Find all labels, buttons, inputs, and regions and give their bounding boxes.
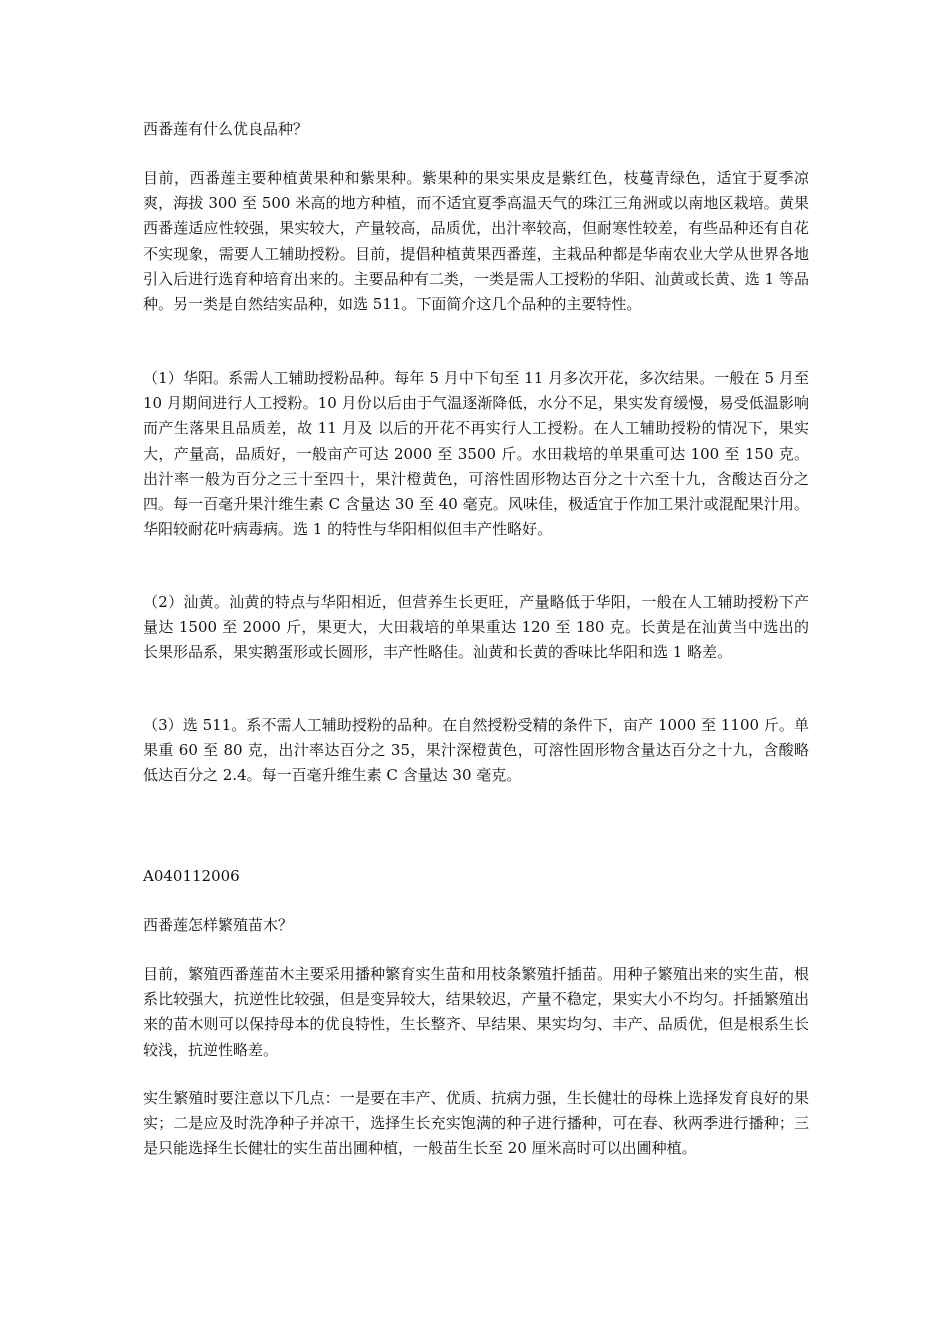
paragraph-seedling-notes: 实生繁殖时要注意以下几点：一是要在丰产、优质、抗病力强，生长健壮的母株上选择发育良好的果实；二是应及时洗净种子并凉干，选择生长充实饱满的种子进行播种，可在春、秋两季进行播种；三是只能选择生长健壮的实生苗出圃种植，一般苗生长至 20 厘米高时可以出圃种植。 <box>143 1089 809 1158</box>
section-title-varieties: 西番莲有什么优良品种？ <box>143 120 309 138</box>
section-title-propagation: 西番莲怎样繁殖苗木？ <box>143 916 294 934</box>
document-code: A040112006 <box>143 867 240 885</box>
paragraph-overview: 目前，西番莲主要种植黄果种和紫果种。紫果种的果实果皮是紫红色，枝蔓青绿色，适宜于夏季凉爽，海拔 300 至 500 米高的地方种植，而不适宜夏季高温天气的珠江三角洲或以南地区栽培。黄果西番莲适应性较强，果实较大，产量较高，品质优，出汁率较高，但耐寒性较差，有些品种还有自花不实现象，需要人工辅助授粉。目前，提倡种植黄果西番莲，主栽品种都是华南农业大学从世界各地引入后进行选育种培育出来的。主要品种有二类，一类是需人工授粉的华阳、汕黄或长黄、选 1 等品种。另一类是自然结实品种，如选 511。下面简介这几个品种的主要特性。 <box>143 169 809 314</box>
paragraph-huayang: （1）华阳。系需人工辅助授粉品种。每年 5 月中下旬至 11 月多次开花，多次结果。一般在 5 月至 10 月期间进行人工授粉。10 月份以后由于气温逐渐降低，水分不足，果实发育缓慢，易受低温影响而产生落果且品质差，故 11 月及 以后的开花不再实行人工授粉。在人工辅助授粉的情况下，果实大，产量高，品质好，一般亩产可达 2000 至 3500 斤。水田栽培的单果重可达 100 至 150 克。出汁率一般为百分之三十至四十，果汁橙黄色，可溶性固形物达百分之十六至十九，含酸达百分之四。每一百毫升果汁维生素 C 含量达 30 至 40 毫克。风味佳，极适宜于作加工果汁或混配果汁用。华阳较耐花叶病毒病。选 1 的特性与华阳相似但丰产性略好。 <box>143 369 809 539</box>
paragraph-shanhuang: （2）汕黄。汕黄的特点与华阳相近，但营养生长更旺，产量略低于华阳，一般在人工辅助授粉下产量达 1500 至 2000 斤，果更大，大田栽培的单果重达 120 至 180 克。长黄是在汕黄当中选出的长果形品系，果实鹅蛋形或长圆形，丰产性略佳。汕黄和长黄的香味比华阳和选 1 略差。 <box>143 593 809 662</box>
paragraph-xuan-511: （3）选 511。系不需人工辅助授粉的品种。在自然授粉受精的条件下，亩产 1000 至 1100 斤。单果重 60 至 80 克，出汁率达百分之 35，果汁深橙黄色，可溶性固形物含量达百分之十九，含酸略低达百分之 2.4。每一百毫升维生素 C 含量达 30 毫克。 <box>143 716 809 785</box>
paragraph-propagation-methods: 目前，繁殖西番莲苗木主要采用播种繁育实生苗和用枝条繁殖扦插苗。用种子繁殖出来的实生苗，根系比较强大，抗逆性比较强，但是变异较大，结果较迟，产量不稳定，果实大小不均匀。扦插繁殖出来的苗木则可以保持母本的优良特性，生长整齐、早结果、果实均匀、丰产、品质优，但是根系生长较浅，抗逆性略差。 <box>143 965 809 1059</box>
